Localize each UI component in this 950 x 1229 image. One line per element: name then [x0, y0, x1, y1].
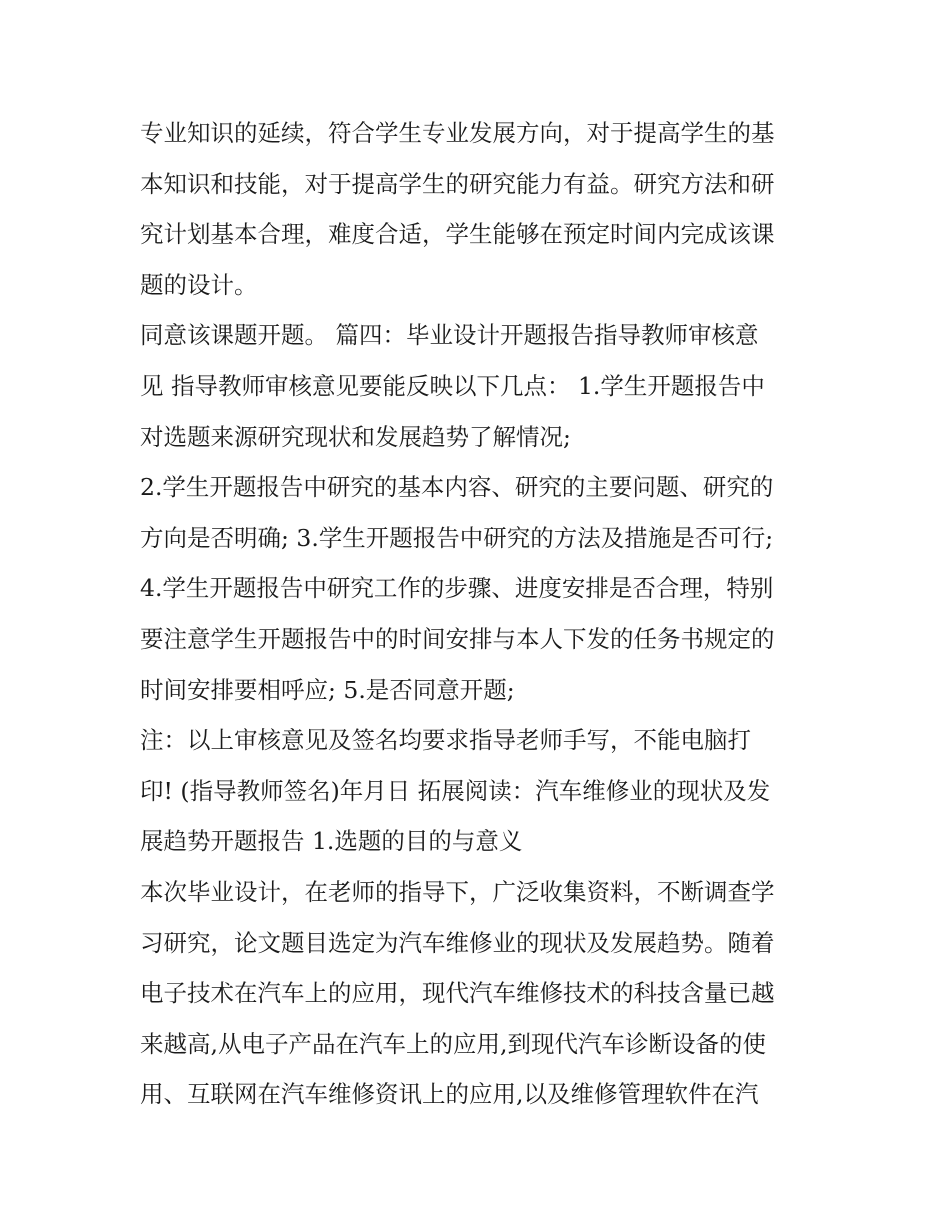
- text-line: 4.学生开题报告中研究工作的步骤、进度安排是否合理，特别: [140, 574, 774, 603]
- text-line: 本知识和技能，对于提高学生的研究能力有益。研究方法和研: [140, 169, 775, 198]
- text-line: 专业知识的延续，符合学生专业发展方向，对于提高学生的基: [140, 119, 775, 147]
- text-line: 电子技术在汽车上的应用，现代汽车维修技术的科技含量已越: [140, 979, 775, 1008]
- text-line: 注：以上审核意见及签名均要求指导老师手写，不能电脑打: [140, 726, 751, 755]
- text-line: 用、互联网在汽车维修资讯上的应用,以及维修管理软件在汽: [140, 1080, 759, 1109]
- text-line: 对选题来源研究现状和发展趋势了解情况;: [140, 422, 571, 451]
- text-line: 2.学生开题报告中研究的基本内容、研究的主要问题、研究的: [140, 473, 774, 502]
- text-line: 究计划基本合理，难度合适，学生能够在预定时间内完成该课: [140, 220, 775, 249]
- text-line: 同意该课题开题。 篇四：毕业设计开题报告指导教师审核意: [140, 321, 759, 350]
- text-line: 印! (指导教师签名)年月日 拓展阅读：汽车维修业的现状及发: [140, 776, 771, 805]
- text-line: 见 指导教师审核意见要能反映以下几点： 1.学生开题报告中: [140, 371, 765, 400]
- text-line: 方向是否明确; 3.学生开题报告中研究的方法及措施是否可行;: [140, 523, 774, 552]
- text-line: 习研究，论文题目选定为汽车维修业的现状及发展趋势。随着: [140, 928, 775, 957]
- text-line: 本次毕业设计，在老师的指导下，广泛收集资料，不断调查学: [140, 877, 775, 906]
- text-line: 展趋势开题报告 1.选题的目的与意义: [140, 827, 523, 856]
- text-line: 时间安排要相呼应; 5.是否同意开题;: [140, 675, 515, 704]
- text-line: 来越高,从电子产品在汽车上的应用,到现代汽车诊断设备的使: [140, 1029, 766, 1058]
- body-text: [140, 108, 820, 1120]
- text-line: 要注意学生开题报告中的时间安排与本人下发的任务书规定的: [140, 624, 775, 653]
- text-line: 题的设计。: [140, 270, 258, 299]
